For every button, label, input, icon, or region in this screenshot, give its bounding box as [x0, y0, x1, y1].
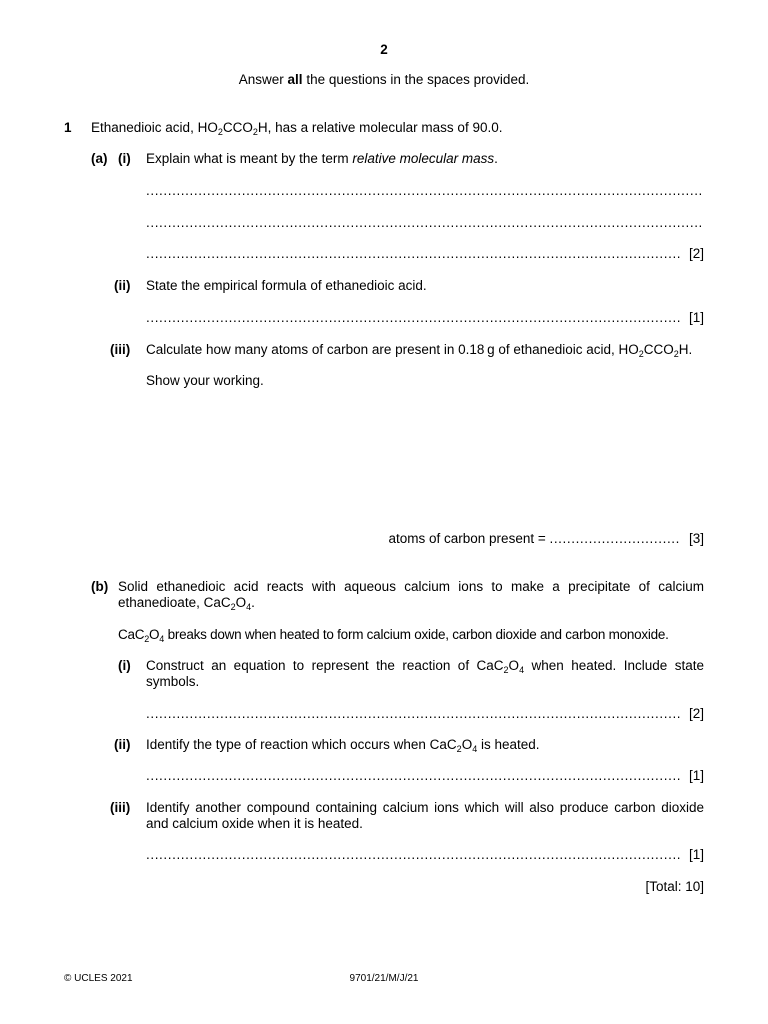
part-a-ii-text: State the empirical formula of ethanedioic acid. — [146, 278, 427, 293]
page-instruction: Answer all the questions in the spaces provided. — [238, 72, 530, 87]
part-b-intro: Solid ethanedioic acid reacts with aqueous calcium ions to make a precipitate of calcium ethanedioate, $CaC_2O_4$. — [118, 579, 704, 612]
part-b-label: (b) — [91, 579, 109, 594]
answer-line[interactable] — [146, 183, 704, 199]
part-a-label: (a) — [91, 151, 108, 166]
copyright-notice: © UCLES 2021 — [64, 973, 133, 984]
question-number: 1 — [64, 120, 72, 135]
answer-line[interactable] — [146, 847, 680, 863]
part-b-info: $CaC_2O_4$ breaks down when heated to form calcium oxide, carbon dioxide and carbon monoxide. — [118, 627, 669, 644]
part-a-ii-label: (ii) — [114, 278, 131, 293]
mark-allocation: [2] — [688, 706, 704, 721]
mark-allocation: [3] — [688, 531, 704, 546]
part-b-iii-text: Identify another compound containing calcium ions which will also produce carbon dioxide and calcium oxide when it is heated. — [146, 800, 704, 831]
answer-line[interactable] — [146, 246, 680, 262]
mark-allocation: [1] — [688, 768, 704, 783]
paper-code: 9701/21/M/J/21 — [349, 973, 419, 984]
mark-allocation: [2] — [688, 246, 704, 261]
question-stem: Ethanedioic acid, $HO_2CCO_2H$, has a relative molecular mass of 90.0. — [91, 120, 503, 137]
page-number: 2 — [380, 42, 388, 57]
answer-line[interactable] — [146, 310, 680, 326]
total-marks: [Total: 10] — [645, 879, 704, 894]
mark-allocation: [1] — [688, 310, 704, 325]
part-a-iii-label: (iii) — [110, 342, 131, 357]
mark-allocation: [1] — [688, 847, 704, 862]
answer-line[interactable] — [146, 215, 704, 231]
part-b-i-label: (i) — [118, 658, 131, 673]
part-a-iii-text: Calculate how many atoms of carbon are present in 0.18 g of ethanedioic acid, $HO_2CCO_2H$. — [146, 342, 693, 359]
part-a-i-text: Explain what is meant by the term relative molecular mass. — [146, 151, 498, 166]
part-b-i-text: Construct an equation to represent the reaction of $CaC_2O_4$ when heated. Include state symbols. — [146, 658, 704, 689]
show-working-text: Show your working. — [146, 373, 264, 388]
answer-line[interactable] — [146, 706, 680, 722]
atoms-answer-line[interactable]: atoms of carbon present = .............................. — [388, 531, 680, 546]
part-a-i-label: (i) — [118, 151, 131, 166]
part-b-ii-label: (ii) — [114, 737, 131, 752]
part-b-ii-text: Identify the type of reaction which occurs when $CaC_2O_4$ is heated. — [146, 737, 540, 754]
answer-line[interactable] — [146, 768, 680, 784]
part-b-iii-label: (iii) — [110, 800, 131, 815]
